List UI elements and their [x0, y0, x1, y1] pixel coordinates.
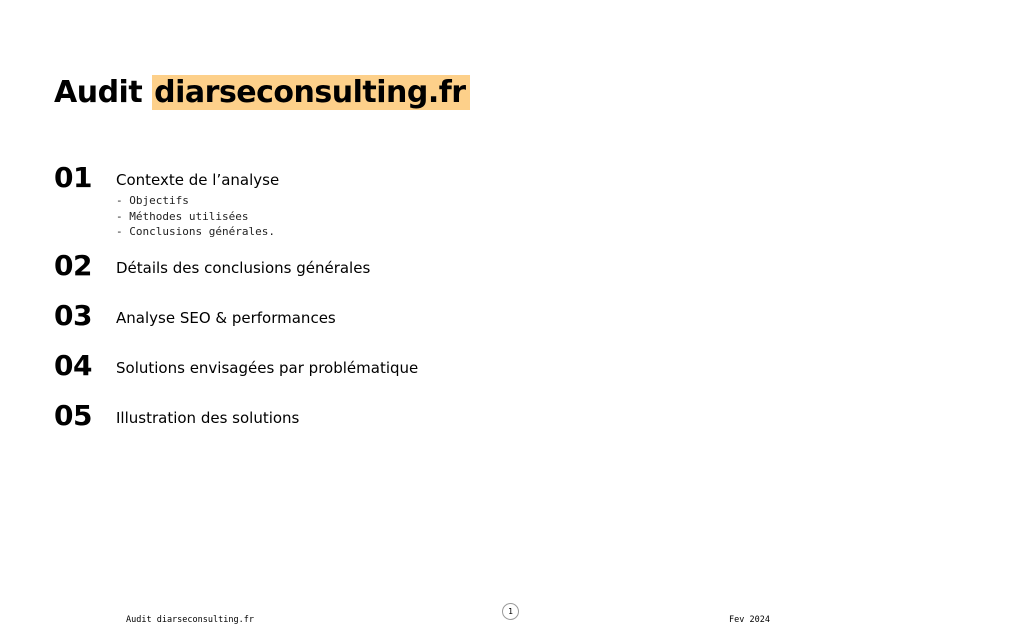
toc-item-01: [54, 160, 654, 248]
footer-date: Fev 2024: [729, 615, 770, 625]
toc-title: Contexte de l’analyse: [116, 171, 280, 189]
toc-number: 05: [54, 399, 92, 432]
toc-subitem: - Objectifs: [116, 193, 275, 209]
toc-title: Analyse SEO & performances: [116, 309, 336, 327]
page-title: [54, 74, 470, 112]
toc-subitem: - Conclusions générales.: [116, 224, 275, 240]
toc-subitem: - Méthodes utilisées: [116, 209, 275, 225]
toc-number: 04: [54, 349, 92, 382]
toc-title: Solutions envisagées par problématique: [116, 359, 419, 377]
toc-sublist: [116, 193, 275, 240]
page-number-badge: 1: [502, 603, 519, 620]
table-of-contents: [54, 160, 654, 448]
footer-document-title: Audit diarseconsulting.fr: [126, 615, 254, 625]
toc-item-02: [54, 248, 654, 298]
toc-title: Détails des conclusions générales: [116, 259, 371, 277]
toc-number: 01: [54, 161, 92, 194]
title-highlight: diarseconsulting.fr: [152, 75, 469, 110]
toc-title: Illustration des solutions: [116, 409, 300, 427]
title-prefix: Audit: [54, 75, 143, 110]
toc-item-03: [54, 298, 654, 348]
toc-number: 03: [54, 299, 92, 332]
toc-number: 02: [54, 249, 92, 282]
toc-item-04: [54, 348, 654, 398]
toc-item-05: [54, 398, 654, 448]
